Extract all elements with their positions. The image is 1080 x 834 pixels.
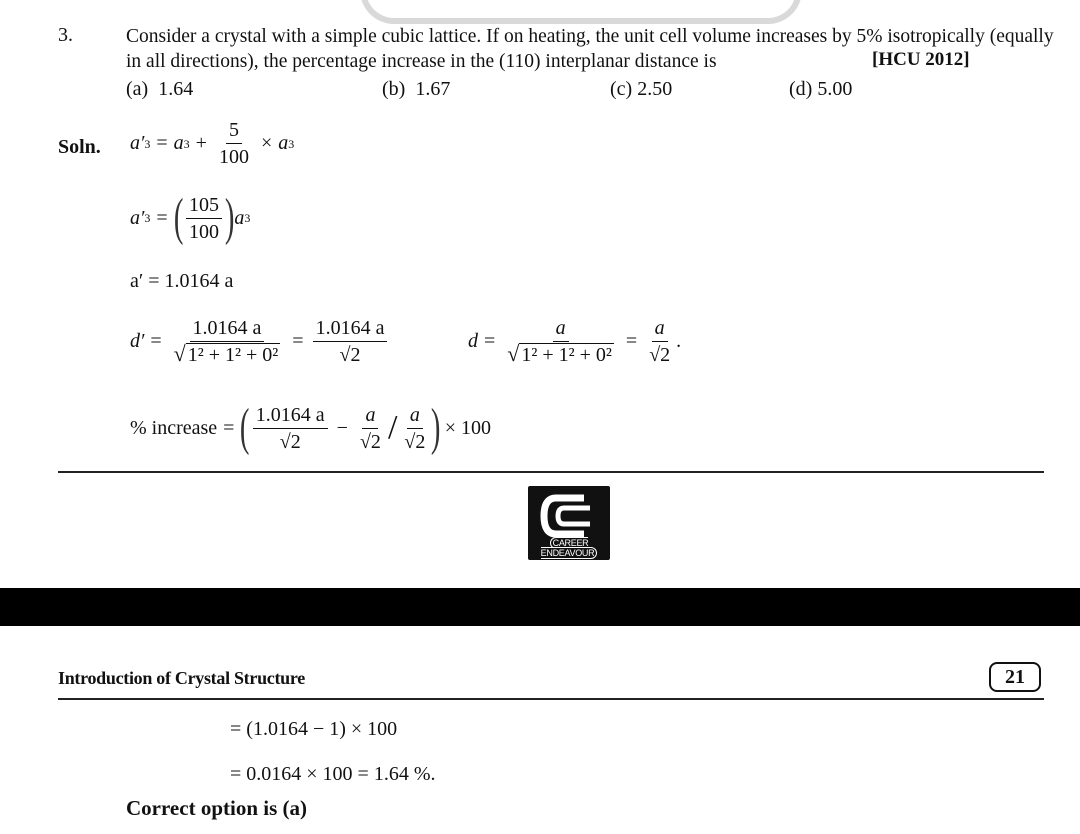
page-number: 21 [989,662,1041,692]
solution-label: Soln. [58,136,101,158]
option-c: (c) 2.50 [610,78,673,100]
equation-step-5: d = a √ 1² + 1² + 0² = $\frac{a}{√2}$ . [468,317,682,366]
question-number: 3. [58,24,73,46]
equation-step-7: = (1.0164 − 1) × 100 [230,718,398,740]
logo-text: CAREER ENDEAVOUR [541,537,598,559]
divider-bottom [58,698,1044,700]
option-d: (d) 5.00 [789,78,853,100]
question-source: [HCU 2012] [872,49,970,70]
equation-step-1: a′ 3 = a 3 + $\frac{5}{100}$ × a 3 [130,119,295,168]
option-b: (b) 1.67 [382,78,451,100]
option-a: (a) 1.64 [126,78,194,100]
question-body: Consider a crystal with a simple cubic lattice. If on heating, the unit cell volume increases by 5% isotropically (equally in all directions), the percentage increase in the (110) interplanar distance is [126,26,1054,72]
equation-step-6: % increase = ( $\frac{1.0164 a}{√2}$ − $\frac{a}{√2}$ / $\frac{a}{√2}$ ) × 100 [130,399,491,456]
career-endeavour-logo [528,486,610,560]
equation-step-2: a′ 3 = ( $\frac{105}{100}$ ) a 3 [130,189,251,246]
equation-step-3: a′ = 1.0164 a [130,270,234,292]
top-decoration [360,0,802,24]
divider-top [58,471,1044,473]
equation-step-4: d′ = 1.0164 a √ 1² + 1² + 0² = $\frac{1.0164 a}{√2}$ [130,316,390,367]
equation-step-8: = 0.0164 × 100 = 1.64 %. [230,763,436,785]
page-break-band [0,588,1080,626]
correct-answer: Correct option is (a) [126,796,307,820]
chapter-title: Introduction of Crystal Structure [58,668,305,688]
